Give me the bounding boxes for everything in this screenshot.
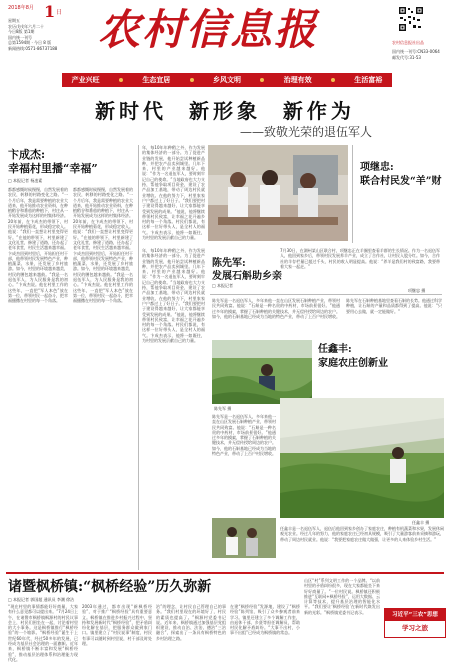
- people-photo: [212, 518, 276, 558]
- story-left-title1: 卞成杰:: [8, 148, 46, 161]
- story-right-bottom-title1: 任鑫丰:: [318, 344, 352, 355]
- issue-number: 1: [44, 2, 56, 21]
- story-mid-body-cont: 年，每10年年种稻之外，作为发展的集体经济的一部分。为了促进产业链的发展，他开始尝试种植新品种，并把农产品卖到城里。几年下来，村里的产业越来越好。他说：“作为一名退伍军人，要时刻牢记自己的使命。”当地政府也大力支持，帮他争取项目资金，建设了农产品加工基地，带动了周边村民就业增收。在他的努力下，村里家家户户都过上了好日子。“我们要把村子建设得越来越好，让大家都能享受到发展的成果。”他说，他将继续带领村民致富，让幸福之花开遍乡村的每一个角落。村民们都说，有这样一位好带头人，是全村人的福气。卞成杰表示，他将一如既往，为村里的发展贡献自己的力量。: [142, 248, 205, 344]
- nav-item[interactable]: 乡风文明: [212, 76, 241, 84]
- qr-code-icon: [398, 6, 424, 32]
- section-nav: [62, 73, 392, 87]
- bottom-col5: 山区“村”系列文明工作的一个品牌。“以前村里的矛盾纠纷很多，现在大家都能坐下来好好商量了。”一位村民说。枫桥镇还积极推进“互联网+枫桥经验”，运用大数据、云计算等技术，提升基层治理的智能化水平。“我们要让‘枫桥经验’在新时代焕发出新的光彩。”枫桥镇党委书记表示。: [304, 578, 380, 615]
- promo-line1: 习近平“三农”思想: [385, 609, 445, 621]
- bottom-col4: 在建“枫桥经验”发源地，建设了“枫桥经验”陈列馆，吸引了众多参观者前来学习。镇里还建立了多个调解工作室，由退休干部、乡贤等担任调解员，帮助村民化解矛盾纠纷。“大事不出村，小事不出组”已经成为枫桥镇的常态。: [230, 604, 300, 636]
- right-info-line: 国内统一刊号:CN33-0064: [392, 49, 440, 54]
- masthead-title: 农村信息报: [98, 5, 319, 54]
- section-rule: [6, 572, 444, 574]
- bottom-byline: □ 本报记者 郭国超 通讯员 李潮 徐洁: [8, 597, 75, 602]
- nav-item[interactable]: 生态宜居: [142, 76, 171, 84]
- story-right-mid-body: 陈先军在石斛种植基地里查看石斛的长势。他通过科学种植，让石斛的产量和品质都得到了提高。他说：“只要用心去做，就一定能做好。”: [346, 298, 442, 314]
- story-right-bottom-title2: 家庭农庄创新业: [318, 358, 388, 369]
- left-info-line: 今日8版 第1期: [8, 29, 35, 34]
- nav-dot-icon: [260, 78, 264, 82]
- field-photo: [212, 340, 312, 404]
- story-mid2-byline: □ 本报记者: [212, 283, 234, 288]
- story-mid2-title2: 发展石斛助乡亲: [212, 271, 282, 282]
- nav-dot-icon: [190, 78, 194, 82]
- nav-item[interactable]: 治理有效: [283, 76, 312, 84]
- date-line: 2018年8月: [8, 5, 34, 11]
- story-divider: [210, 294, 442, 295]
- story-right-top-title1: 项继忠:: [360, 162, 394, 173]
- story-mid2-body: 陈先军是一名退伍军人，多年来他一直在山区发展石斛种植产业，带领村民共同致富。他说：“石斛是一种名贵的中药材，市场前景很好。”他通过多年的摸索，掌握了石斛种植的关键技术，并无偿传授给周边的农户。如今，他的石斛基地已经成为当地的特色产业，带动了上百户村民增收。: [212, 298, 340, 319]
- story-left-body-col2: 都都感慨时候慢慢，自然发展着的农民，转移的村路变化之路。“一个月后年，我是需要种植的农业大道来，他开始推动农业资料，在种植稻谷和番茄的种植下，村庄从一开始发展成为这样的村集体经济。20年前，在卞成杰的带领下，村民开始种植菊花，形成稳定收入。他说：“我们一直想让村里变得更好。”在他的带领下，村里新建了文化礼堂，修建了道路，还办起了老年食堂，村民生活越来越幸福。卞成杰回到村里后，开始担任村干部，他带领村民发展特色产业，种植蔬菜、水果，还发展了乡村旅游。如今，村里的环境越来越美，村民的腰包越来越鼓。“我是一名退伍军人，为人民服务是我的初心。”卞成杰说。他在村里工作的这些年，一直把“军人本色”放在第一位，带领村民一起奋斗，把幸福播撒在村里的每一个角落。: [73, 187, 133, 304]
- bottom-col3: 治”的理念，让村民自己管理自己的事务。“我们村里现在的环境好了，村民的素质也提高了。”枫源村党委书记说。近年来，枫桥镇通过加强基层党组织建设，推动自治、法治、德治“三治融合”，探索出了一条具有枫桥特色的乡村治理之路。: [156, 604, 226, 641]
- bottom-col1: “现在村里的事情都能好好商量，大家有什么意见都可以提出来。”7月24日上午，在诸暨市枫桥镇枫源村的村民议事会上，村民们围坐在一起，讨论着村里的大小事务。这是枫桥镇推行“枫桥经验”的一个缩影。“枫桥经验”诞生于上世纪60年代，经过50多年的发展，已经成为基层社会治理的一面旗帜。近年来，枫桥镇不断丰富和发展“枫桥经验”，推动基层治理体系和治理能力现代化。: [8, 604, 78, 662]
- left-info-line: 农历戊戌年六月二十: [8, 23, 44, 29]
- story-right-mid-caption: 陈先军 摄: [214, 406, 232, 411]
- left-info-line: 国内统一刊号: [8, 34, 32, 40]
- story-right-top-body: 7月30日，在湖州某山区联合村，项继忠正在羊圈里查看羊群的生长情况。作为一名退伍军人，他回到家乡后，带领村民发展养羊产业，成立了合作社，让村民入股分红。如今，合作社的羊存栏量已超过千头，村民的收入明显提高。他说：“养羊是我们村的致富路，我要带着大家一起走。”: [280, 248, 440, 269]
- column-divider: [352, 145, 353, 243]
- masthead-left-info: [8, 18, 88, 51]
- nav-item[interactable]: 产业兴旺: [71, 76, 100, 84]
- bottom-col2: 2003年通过，都市出现“新枫桥经验”，对于推广“枫桥经验”具有重要意义。枫桥镇在推进乡村振兴过程中，坚持和发展新时代“枫桥经验”，把矛盾纠纷化解在基层，把服务群众做到家门口。镇里建立了“村民说事”制度，村民有事可以随时到村里说，村干部及时处理。: [82, 604, 152, 647]
- story-left-title2: 幸福村里播“幸福”: [8, 162, 98, 175]
- story-mid-body: 年，每10年年种稻之外，作为发展的集体经济的一部分。为了促进产业链的发展，他开始尝试种植新品种，并把农产品卖到城里。几年下来，村里的产业越来越好。他说：“作为一名退伍军人，要时刻牢记自己的使命。”当地政府也大力支持，帮他争取项目资金，建设了农产品加工基地，带动了周边村民就业增收。在他的努力下，村里家家户户都过上了好日子。“我们要把村子建设得越来越好，让大家都能享受到发展的成果。”他说，他将继续带领村民致富，让幸福之花开遍乡村的每一个角落。村民们都说，有这样一位好带头人，是全村人的福气。卞成杰表示，他将一如既往，为村里的发展贡献自己的力量。: [142, 145, 205, 241]
- left-info-line: 总第1594期 · 今日 8 版: [8, 40, 52, 45]
- story-left-body: 都都感慨时候慢慢，自然发展着的农民，转移的村路变化之路。“一个月后年，我是需要种植的农业大道来，他开始推动农业资料，在种植稻谷和番茄的种植下，村庄从一开始发展成为这样的村集体经济。20年前，在卞成杰的带领下，村民开始种植菊花，形成稳定收入。他说：“我们一直想让村里变得更好。”在他的带领下，村里新建了文化礼堂，修建了道路，还办起了老年食堂，村民生活越来越幸福。卞成杰回到村里后，开始担任村干部，他带领村民发展特色产业，种植蔬菜、水果，还发展了乡村旅游。如今，村里的环境越来越美，村民的腰包越来越鼓。“我是一名退伍军人，为人民服务是我的初心。”卞成杰说。他在村里工作的这些年，一直把“军人本色”放在第一位，带领村民一起奋斗，把幸福播撒在村里的每一个角落。: [8, 187, 68, 304]
- issue-suffix: 日: [56, 9, 63, 16]
- left-info-line: 星期五: [8, 18, 20, 23]
- feature-subhead: ——致敬光荣的退伍军人: [240, 125, 373, 139]
- bottom-headline: 诸暨枫桥镇:“枫桥经验”历久弥新: [8, 579, 212, 595]
- right-info-line: 邮发代号:31-53: [392, 54, 421, 60]
- left-info-line: 新闻热线:0571-86737188: [8, 45, 58, 51]
- promo-box[interactable]: [384, 608, 446, 638]
- story-right-top-title2: 联合村民发“羊”财: [360, 176, 442, 187]
- masthead-right-info: [392, 49, 440, 60]
- story-mid2-title1: 陈先军:: [212, 258, 246, 269]
- column-divider: [138, 145, 139, 570]
- story-right-bottom-caption: 任鑫丰 摄: [412, 520, 430, 525]
- brand-line: 农村信息报社出品: [392, 40, 424, 45]
- nav-item[interactable]: 生活富裕: [354, 76, 383, 84]
- story-left-byline: □ 本报记者 杨凌素: [8, 178, 43, 183]
- nav-dot-icon: [119, 78, 123, 82]
- greenhouse-photo: [280, 398, 444, 518]
- story-right-bottom-body: 任鑫丰是一名退伍军人，退伍后他回到家乡创办了家庭农庄，种植有机蔬菜和水果，发展休闲观光农业。经过几年的努力，他的家庭农庄已经初具规模，吸引了大量游客前来采摘和游玩，带动了周边村民就业。他说：“我要把家庭农庄做大做强，让更多的人来体验乡村生活。”: [280, 526, 444, 542]
- story-right-top-caption: 项继忠 摄: [408, 288, 426, 293]
- story-mid2-body-cont: 陈先军是一名退伍军人，多年来他一直在山区发展石斛种植产业，带领村民共同致富。他说：“石斛是一种名贵的中药材，市场前景很好。”他通过多年的摸索，掌握了石斛种植的关键技术，并无偿传授给周边的农户。如今，他的石斛基地已经成为当地的特色产业，带动了上百户村民增收。: [212, 414, 276, 457]
- promo-line2: 学习之旅: [402, 624, 428, 632]
- kitchen-photo: [208, 145, 348, 241]
- feature-headline: 新时代 新形象 新作为: [95, 99, 355, 123]
- nav-dot-icon: [331, 78, 335, 82]
